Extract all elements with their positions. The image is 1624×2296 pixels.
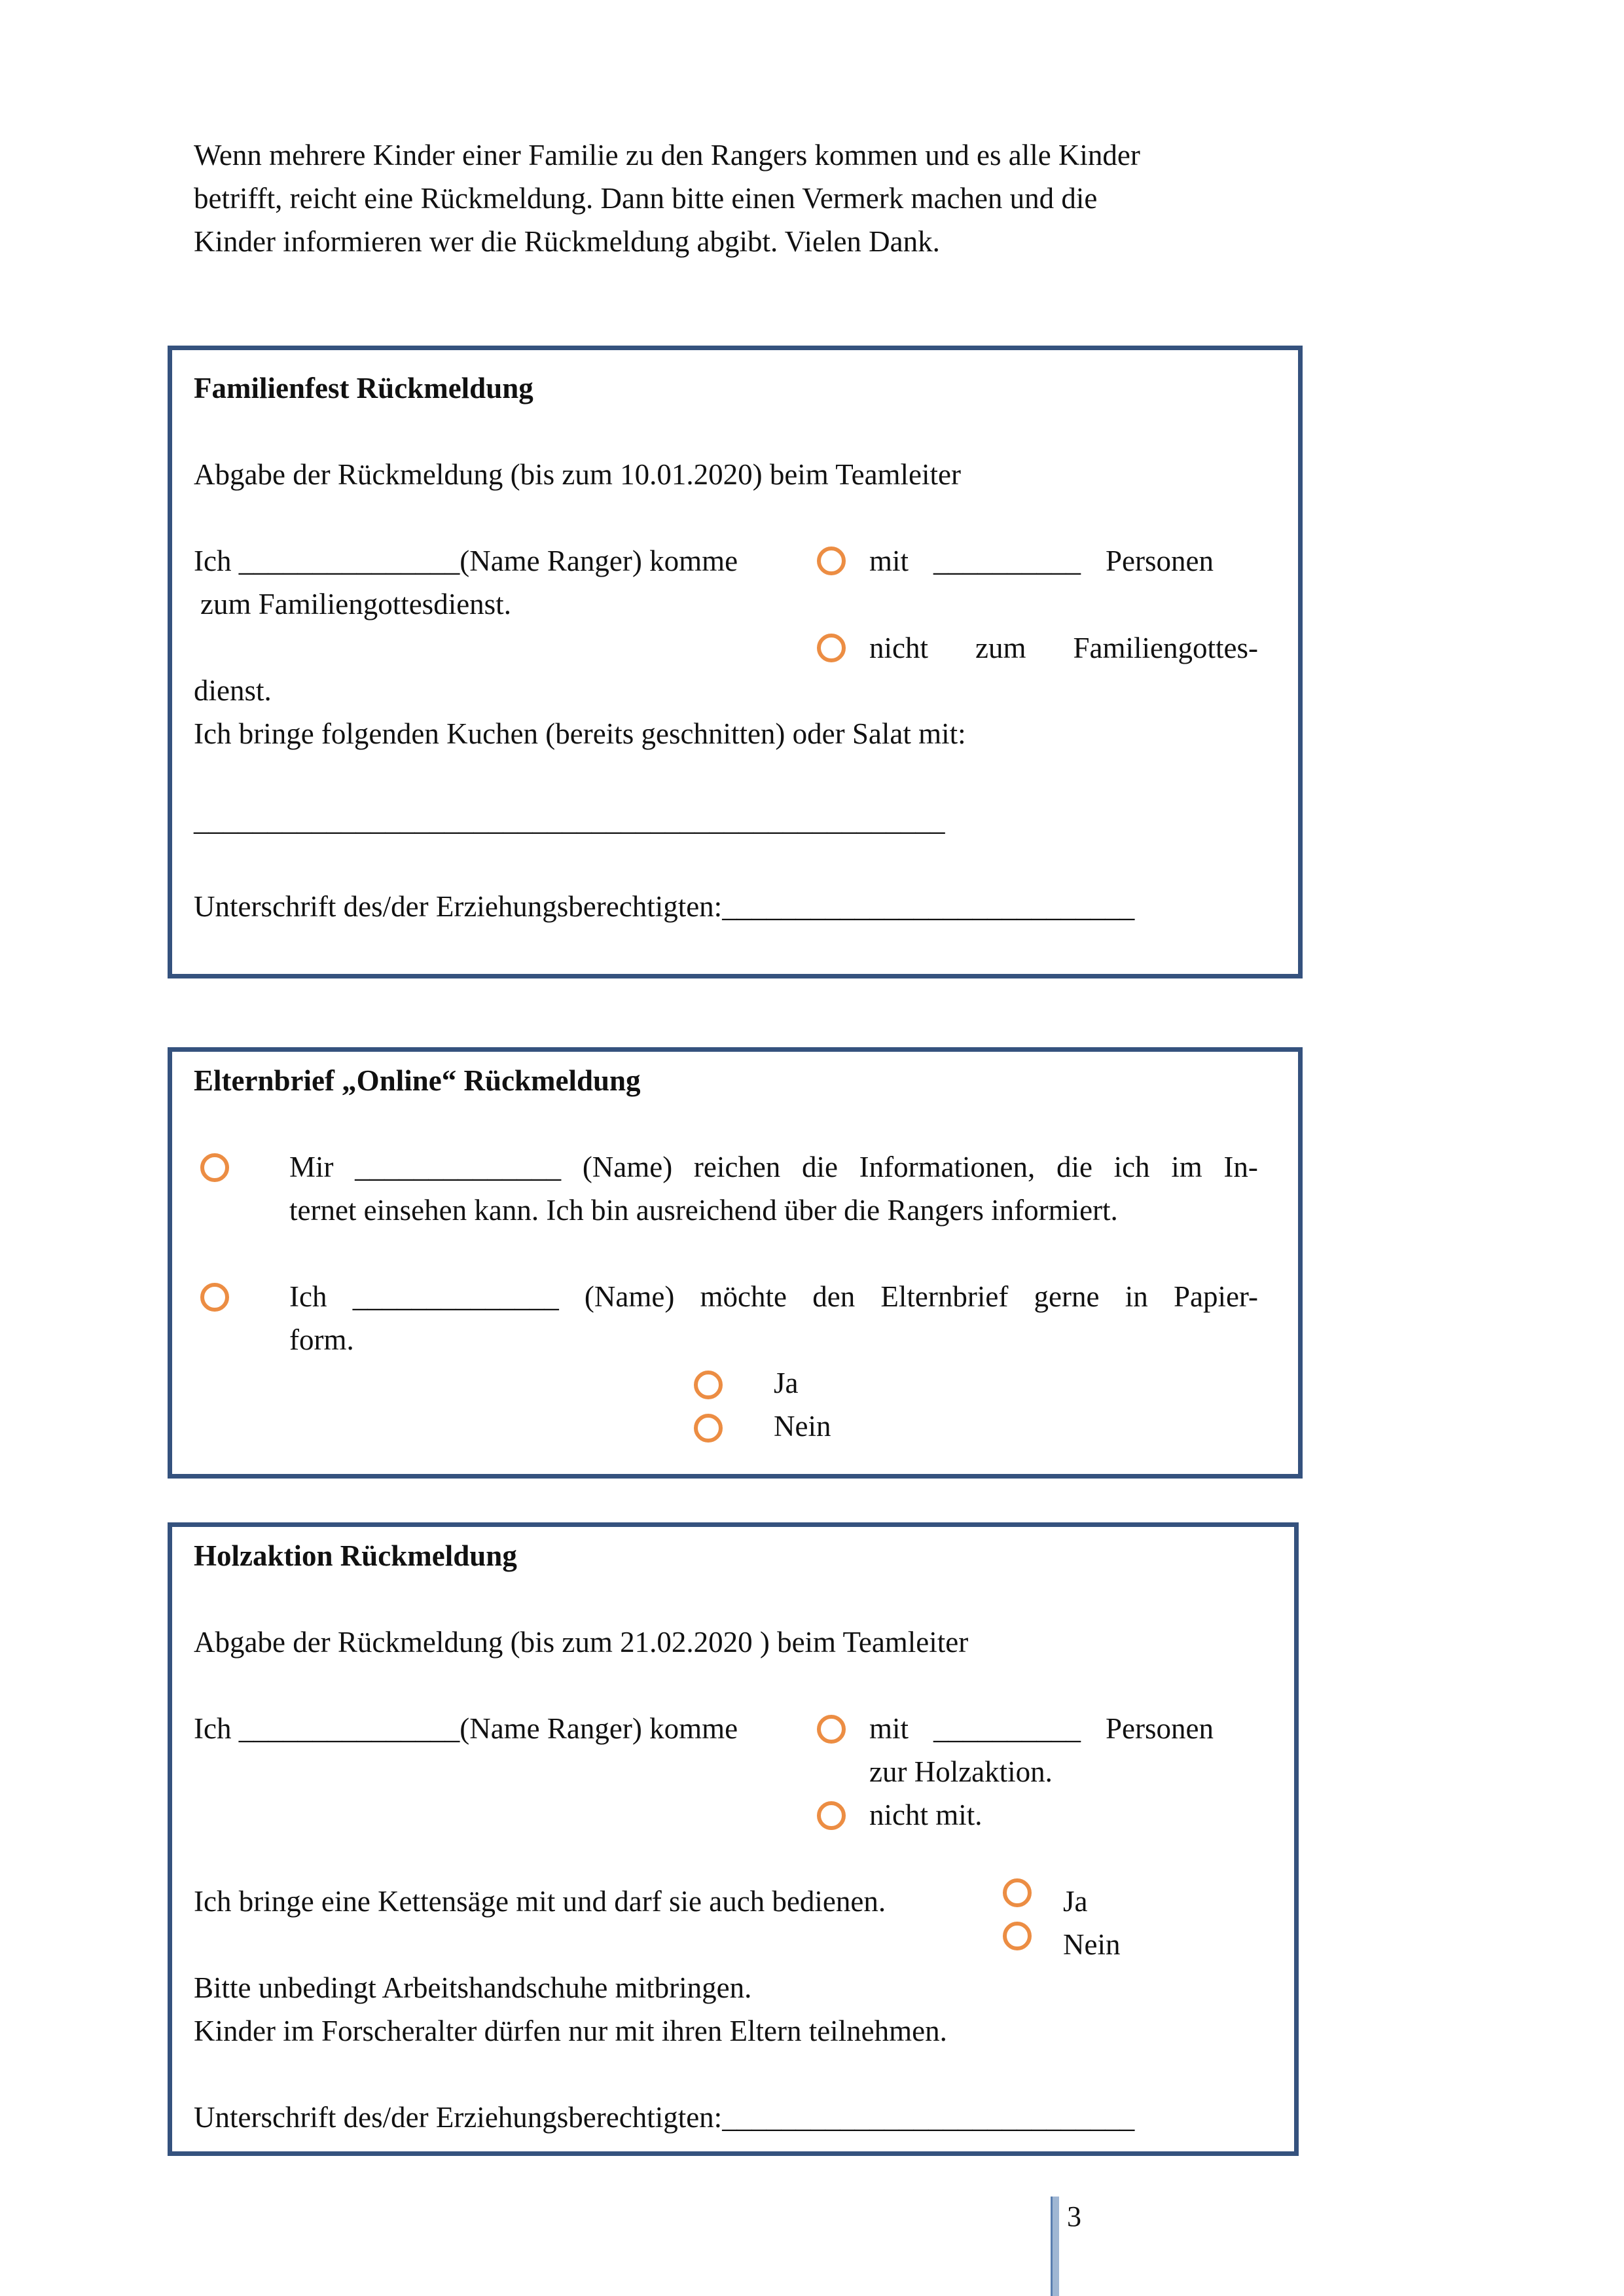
radio-elternbrief-ja[interactable] xyxy=(694,1371,723,1399)
familiengottes-label: Familiengottes- xyxy=(1073,632,1258,664)
familienfest-deadline: Abgabe der Rückmeldung (bis zum 10.01.2020) beim Teamleiter xyxy=(194,458,961,491)
elternbrief-option1-line1 xyxy=(289,1145,1258,1189)
intro-line-2: betrifft, reicht eine Rückmeldung. Dann bitte einen Vermerk machen und die xyxy=(194,182,1098,215)
intro-paragraph xyxy=(194,134,1267,263)
opt2-word: möchte xyxy=(700,1280,787,1313)
holzaktion-kinder: Kinder im Forscheralter dürfen nur mit ihren Eltern teilnehmen. xyxy=(194,2015,947,2047)
radio-kettensaege-ja[interactable] xyxy=(1003,1878,1032,1907)
persons-blank[interactable]: __________ xyxy=(933,545,1081,577)
holzaktion-deadline: Abgabe der Rückmeldung (bis zum 21.02.2020 ) beim Teamleiter xyxy=(194,1626,969,1659)
holzaktion-handschuhe: Bitte unbedingt Arbeitshandschuhe mitbringen. xyxy=(194,1971,752,2004)
opt2-name-blank[interactable]: ______________ xyxy=(352,1280,559,1313)
opt2-word: Ich xyxy=(289,1280,327,1313)
kuchen-input-line[interactable]: ___________________________________________________ xyxy=(194,804,945,836)
persons-blank[interactable]: __________ xyxy=(933,1712,1081,1745)
nicht-label: nicht xyxy=(869,632,928,664)
familienfest-dienst: dienst. xyxy=(194,674,272,707)
holzaktion-kettensaege: Ich bringe eine Kettensäge mit und darf sie auch bedienen. xyxy=(194,1885,886,1918)
mit-label: mit xyxy=(869,1712,909,1745)
intro-line-3: Kinder informieren wer die Rückmeldung abgibt. Vielen Dank. xyxy=(194,225,940,258)
opt1-word: im xyxy=(1171,1151,1202,1183)
opt1-word: die xyxy=(1056,1151,1092,1183)
radio-holzaktion-mit[interactable] xyxy=(817,1715,846,1744)
familienfest-name-line[interactable]: Ich _______________(Name Ranger) komme xyxy=(194,545,738,577)
persons-label: Personen xyxy=(1106,545,1214,577)
familienfest-mit-line xyxy=(869,539,1214,583)
radio-familienfest-nicht[interactable] xyxy=(817,634,846,662)
familienfest-kuchen-text: Ich bringe folgenden Kuchen (bereits geschnitten) oder Salat mit: xyxy=(194,717,966,750)
holzaktion-name-line[interactable]: Ich _______________(Name Ranger) komme xyxy=(194,1712,738,1745)
opt1-word: (Name) xyxy=(582,1151,673,1183)
page-number-bar xyxy=(1051,2197,1059,2296)
opt2-word: in xyxy=(1125,1280,1148,1313)
holzaktion-mit-line xyxy=(869,1707,1214,1750)
opt1-word: reichen xyxy=(693,1151,781,1183)
intro-line-1: Wenn mehrere Kinder einer Familie zu den Rangers kommen und es alle Kinder xyxy=(194,139,1140,171)
holzaktion-signature[interactable]: Unterschrift des/der Erziehungsberechtigten:____________________________ xyxy=(194,2101,1135,2134)
elternbrief-option2-line1 xyxy=(289,1275,1258,1318)
holzaktion-zur: zur Holzaktion. xyxy=(869,1755,1053,1788)
opt2-word: den xyxy=(812,1280,856,1313)
elternbrief-option2-line2: form. xyxy=(289,1323,354,1356)
opt1-word: In- xyxy=(1223,1151,1258,1183)
holzaktion-title: Holzaktion Rückmeldung xyxy=(194,1539,517,1572)
page-number: 3 xyxy=(1067,2200,1081,2233)
persons-label: Personen xyxy=(1106,1712,1214,1745)
opt2-word: gerne xyxy=(1034,1280,1100,1313)
opt1-word: die xyxy=(801,1151,838,1183)
zum-label: zum xyxy=(975,632,1026,664)
elternbrief-title: Elternbrief „Online“ Rückmeldung xyxy=(194,1064,641,1097)
kettensaege-ja-label: Ja xyxy=(1063,1885,1088,1918)
mit-label: mit xyxy=(869,545,909,577)
familienfest-nicht-line xyxy=(869,626,1258,670)
elternbrief-form xyxy=(168,1047,1303,1479)
opt2-word: Papier- xyxy=(1173,1280,1258,1313)
familienfest-zum-line: zum Familiengottesdienst. xyxy=(200,588,511,620)
opt1-word: Mir xyxy=(289,1151,334,1183)
radio-elternbrief-papier[interactable] xyxy=(200,1283,229,1312)
familienfest-signature[interactable]: Unterschrift des/der Erziehungsberechtigten:____________________________ xyxy=(194,890,1135,923)
elternbrief-ja-label: Ja xyxy=(774,1367,799,1399)
elternbrief-option1-line2: ternet einsehen kann. Ich bin ausreichend über die Rangers informiert. xyxy=(289,1194,1118,1227)
opt1-word: ich xyxy=(1113,1151,1150,1183)
holzaktion-nicht-mit: nicht mit. xyxy=(869,1799,983,1831)
radio-holzaktion-nicht[interactable] xyxy=(817,1801,846,1830)
radio-familienfest-mit[interactable] xyxy=(817,547,846,575)
opt2-word: (Name) xyxy=(584,1280,675,1313)
opt1-word: Informationen, xyxy=(859,1151,1036,1183)
radio-kettensaege-nein[interactable] xyxy=(1003,1922,1032,1950)
familienfest-title: Familienfest Rückmeldung xyxy=(194,372,533,404)
kettensaege-nein-label: Nein xyxy=(1063,1928,1121,1961)
radio-elternbrief-nein[interactable] xyxy=(694,1414,723,1443)
radio-elternbrief-online[interactable] xyxy=(200,1153,229,1182)
opt1-name-blank[interactable]: ______________ xyxy=(355,1151,562,1183)
elternbrief-nein-label: Nein xyxy=(774,1410,831,1443)
opt2-word: Elternbrief xyxy=(880,1280,1009,1313)
holzaktion-form xyxy=(168,1522,1299,2156)
